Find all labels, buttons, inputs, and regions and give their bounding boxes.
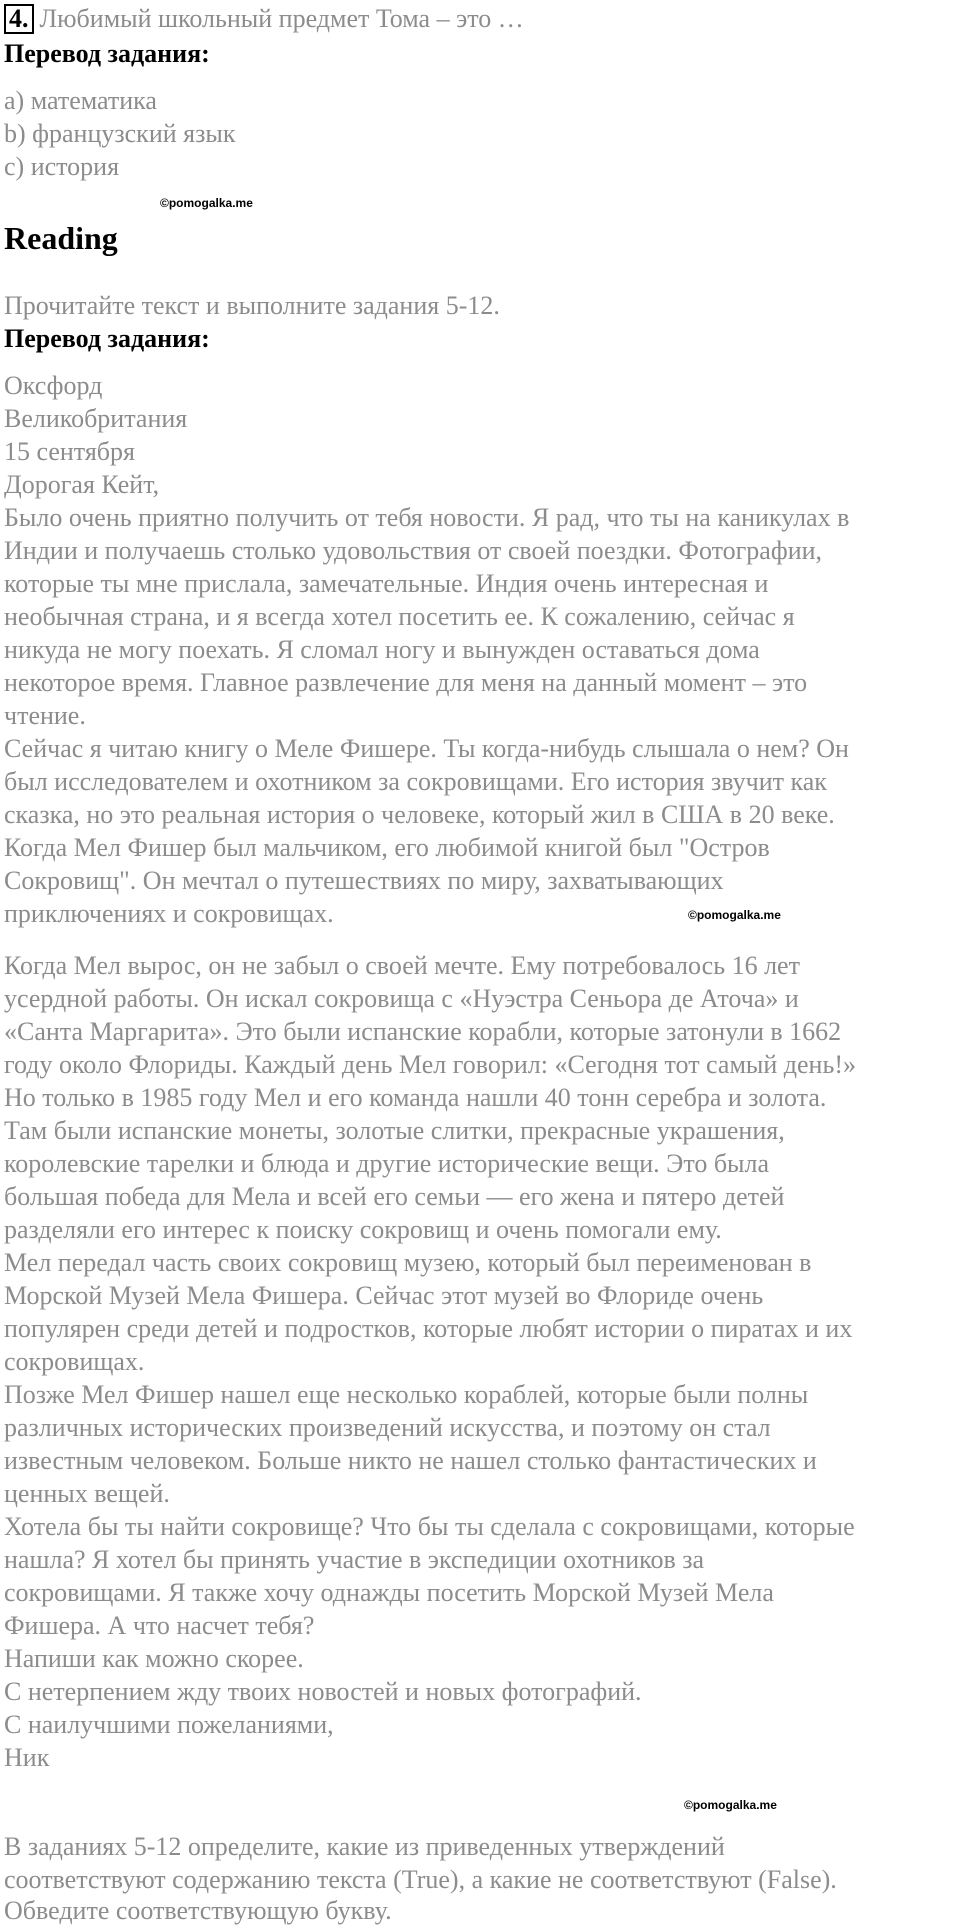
letter-line: был исследователем и охотником за сокровищами. Его история звучит как — [4, 767, 827, 796]
letter-line: никуда не могу поехать. Я сломал ногу и вынужден оставаться дома — [4, 635, 760, 664]
letter-line: Хотела бы ты найти сокровище? Что бы ты сделала с сокровищами, которые — [4, 1512, 855, 1541]
letter-line: ценных вещей. — [4, 1479, 170, 1508]
letter-line: С нетерпением жду твоих новостей и новых фотографий. — [4, 1677, 642, 1706]
letter-line: 15 сентября — [4, 437, 135, 466]
letter-line: различных исторических произведений искусства, и поэтому он стал — [4, 1413, 771, 1442]
task4-translation-label: Перевод задания: — [4, 39, 210, 68]
reading-translation-label: Перевод задания: — [4, 324, 210, 353]
letter-line: Оксфорд — [4, 371, 103, 400]
letter-line: году около Флориды. Каждый день Мел говорил: «Сегодня тот самый день!» — [4, 1050, 856, 1079]
letter-line: разделяли его интерес к поиску сокровищ и очень помогали ему. — [4, 1215, 722, 1244]
letter-line: Сейчас я читаю книгу о Меле Фишере. Ты когда-нибудь слышала о нем? Он — [4, 734, 849, 763]
letter-line: Сокровищ". Он мечтал о путешествиях по миру, захватывающих — [4, 866, 724, 895]
watermark: ©pomogalka.me — [684, 1798, 777, 1812]
letter-line: Там были испанские монеты, золотые слитки, прекрасные украшения, — [4, 1116, 785, 1145]
task4-option-c: c) история — [4, 152, 120, 181]
letter-line: Индии и получаешь столько удовольствия от своей поездки. Фотографии, — [4, 536, 823, 565]
letter-line: «Санта Маргарита». Это были испанские корабли, которые затонули в 1662 — [4, 1017, 842, 1046]
letter-line: приключениях и сокровищах. — [4, 899, 334, 928]
letter-line: большая победа для Мела и всей его семьи — его жена и пятеро детей — [4, 1182, 785, 1211]
task4-question: Любимый школьный предмет Тома – это … — [39, 4, 524, 33]
watermark: ©pomogalka.me — [688, 908, 781, 922]
task4-question-line — [4, 2, 524, 35]
letter-line: известным человеком. Больше никто не нашел столько фантастических и — [4, 1446, 817, 1475]
reading-instruction: Прочитайте текст и выполните задания 5-12. — [4, 291, 500, 320]
reading-heading: Reading — [4, 220, 118, 256]
letter-line: Позже Мел Фишер нашел еще несколько кораблей, которые были полны — [4, 1380, 809, 1409]
letter-line: Фишера. А что насчет тебя? — [4, 1611, 315, 1640]
letter-line: Дорогая Кейт, — [4, 470, 160, 499]
tasks-instruction-line: В заданиях 5-12 определите, какие из приведенных утверждений — [4, 1832, 725, 1861]
letter-line: нашла? Я хотел бы принять участие в экспедиции охотников за — [4, 1545, 705, 1574]
letter-line: которые ты мне прислала, замечательные. Индия очень интересная и — [4, 569, 769, 598]
letter-line: Было очень приятно получить от тебя новости. Я рад, что ты на каникулах в — [4, 503, 850, 532]
letter-line: чтение. — [4, 701, 86, 730]
letter-line: Когда Мел вырос, он не забыл о своей мечте. Ему потребовалось 16 лет — [4, 951, 800, 980]
letter-line: необычная страна, и я всегда хотел посетить ее. К сожалению, сейчас я — [4, 602, 795, 631]
letter-line: усердной работы. Он искал сокровища с «Нуэстра Сеньора де Аточа» и — [4, 984, 799, 1013]
task-number-box: 4. — [4, 4, 34, 34]
task4-option-a: a) математика — [4, 86, 157, 115]
letter-line: сказка, но это реальная история о человеке, который жил в США в 20 веке. — [4, 800, 835, 829]
letter-line: Но только в 1985 году Мел и его команда нашли 40 тонн серебра и золота. — [4, 1083, 827, 1112]
letter-line: Мел передал часть своих сокровищ музею, который был переименован в — [4, 1248, 812, 1277]
letter-line: Великобритания — [4, 404, 188, 433]
letter-line: популярен среди детей и подростков, которые любят истории о пиратах и их — [4, 1314, 853, 1343]
watermark: ©pomogalka.me — [160, 196, 253, 210]
letter-line: сокровищах. — [4, 1347, 145, 1376]
letter-line: С наилучшими пожеланиями, — [4, 1710, 334, 1739]
tasks-instruction-line: Обведите соответствующую букву. — [4, 1896, 392, 1925]
letter-line: королевские тарелки и блюда и другие исторические вещи. Это была — [4, 1149, 770, 1178]
task4-option-b: b) французский язык — [4, 119, 236, 148]
letter-line: сокровищами. Я также хочу однажды посетить Морской Музей Мела — [4, 1578, 774, 1607]
letter-line: Морской Музей Мела Фишера. Сейчас этот музей во Флориде очень — [4, 1281, 764, 1310]
letter-line: Когда Мел Фишер был мальчиком, его любимой книгой был "Остров — [4, 833, 770, 862]
letter-line: некоторое время. Главное развлечение для меня на данный момент – это — [4, 668, 808, 697]
letter-line: Ник — [4, 1743, 50, 1772]
tasks-instruction-line: соответствуют содержанию текста (True), а какие не соответствуют (False). — [4, 1865, 837, 1894]
letter-line: Напиши как можно скорее. — [4, 1644, 304, 1673]
